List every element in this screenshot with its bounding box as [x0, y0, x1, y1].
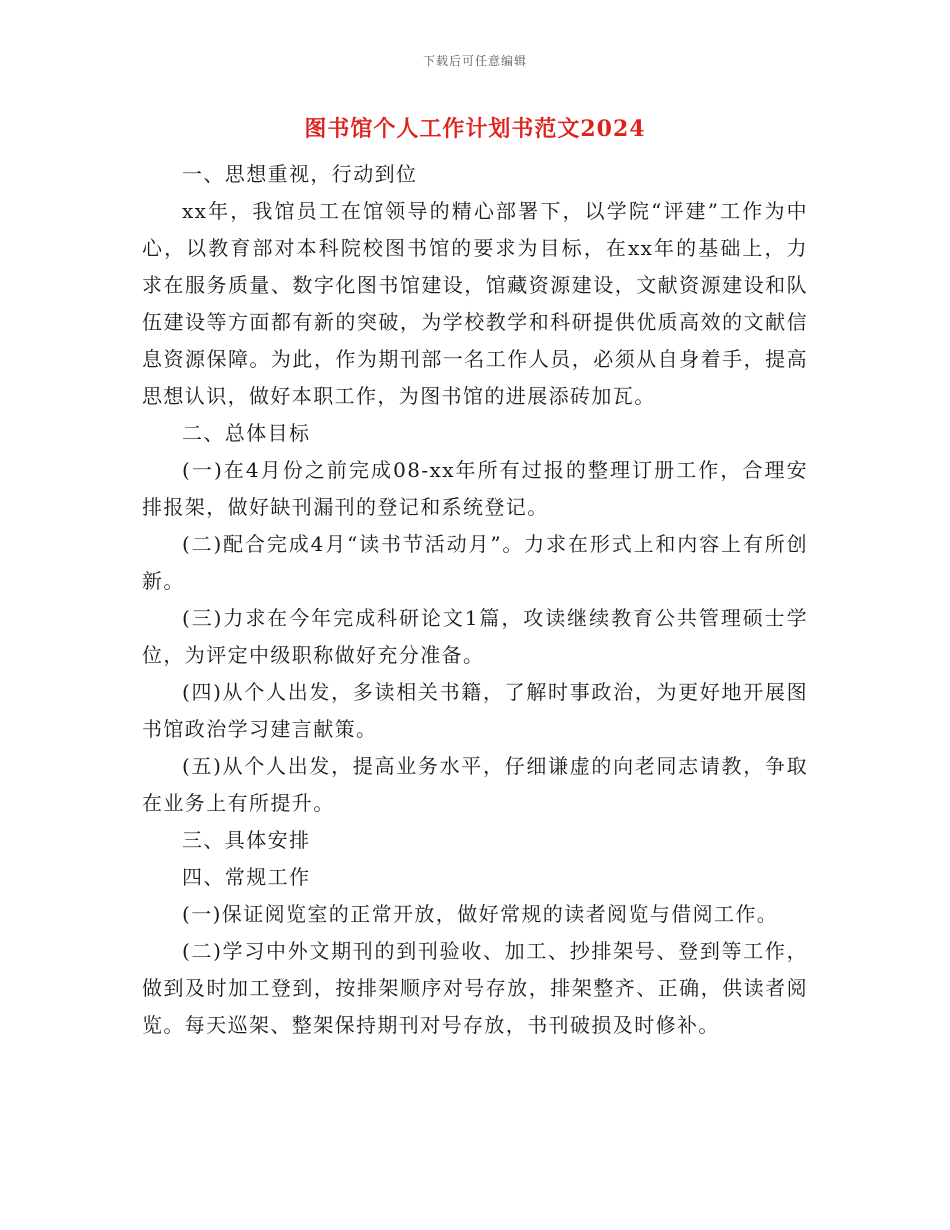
section-heading-1: 一、思想重视，行动到位	[182, 162, 418, 186]
goal-item-3: (三)力求在今年完成科研论文1篇，攻读继续教育公共管理硕士学位，为评定中级职称做好充分准备。	[142, 606, 808, 667]
section-heading-2: 二、总体目标	[182, 421, 311, 445]
document-title: 图书馆个人工作计划书范文2024	[304, 116, 646, 142]
document-body	[142, 156, 808, 1044]
routine-item-1: (一)保证阅览室的正常开放，做好常规的读者阅览与借阅工作。	[182, 902, 779, 926]
goal-item-1: (一)在4月份之前完成08-xx年所有过报的整理订册工作，合理安排报架，做好缺刊漏刊的登记和系统登记。	[142, 458, 808, 519]
header-note: 下载后可任意编辑	[422, 54, 527, 68]
goal-item-5: (五)从个人出发，提高业务水平，仔细谦虚的向老同志请教，争取在业务上有所提升。	[142, 754, 808, 815]
goal-item-2: (二)配合完成4月“读书节活动月”。力求在形式上和内容上有所创新。	[142, 532, 808, 593]
paragraph-intro: xx年，我馆员工在馆领导的精心部署下，以学院“评建”工作为中心，以教育部对本科院校图书馆的要求为目标，在xx年的基础上，力求在服务质量、数字化图书馆建设，馆藏资源建设，文献资源建设和队伍建设等方面都有新的突破，为学校教学和科研提供优质高效的文献信息资源保障。为此，作为期刊部一名工作人员，必须从自身着手，提高思想认识，做好本职工作，为图书馆的进展添砖加瓦。	[142, 199, 808, 408]
section-heading-3: 三、具体安排	[182, 828, 311, 852]
routine-item-2: (二)学习中外文期刊的到刊验收、加工、抄排架号、登到等工作，做到及时加工登到，按排架顺序对号存放，排架整齐、正确，供读者阅览。每天巡架、整架保持期刊对号存放，书刊破损及时修补。	[142, 939, 808, 1037]
section-heading-4: 四、常规工作	[182, 865, 311, 889]
goal-item-4: (四)从个人出发，多读相关书籍，了解时事政治，为更好地开展图书馆政治学习建言献策。	[142, 680, 808, 741]
